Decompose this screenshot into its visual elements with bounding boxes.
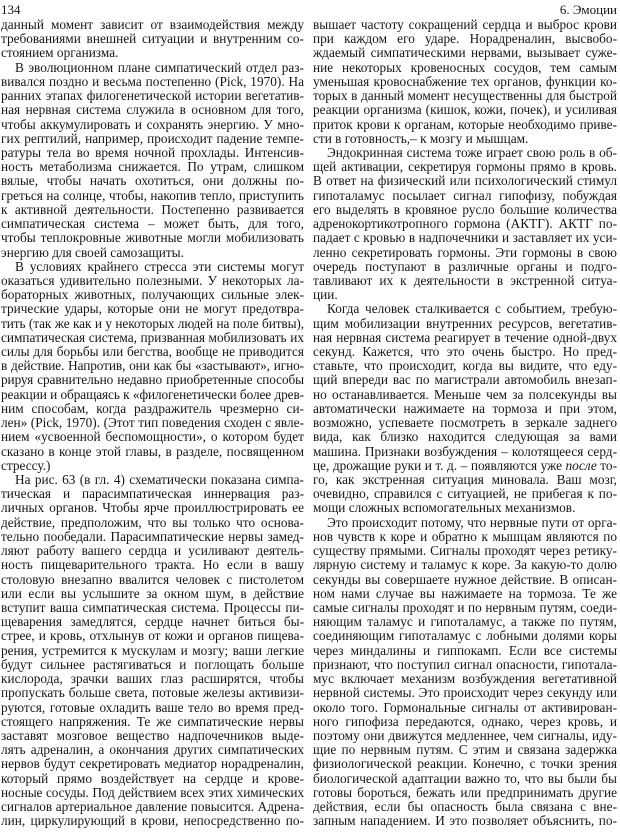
text-line: го, как экстренная ситуация миновала. Ваш мозг, [313,473,617,487]
text-line: гипоталамус посылает сигнал гипофизу, побуждая [313,188,617,203]
text-line: но останавливается. Меньше чем за полсекунды вы [313,387,617,402]
text-line: машина. Признаки возбуждения – колотящееся серд- [313,444,617,459]
text-line: секунды вы совершаете нужное действие. В описан- [313,572,617,587]
text-line: энергию для своей самозащиты. [1,245,184,260]
text-line: уменьшая кровоснабжение тех органов, функции ко- [313,74,617,89]
text-line: ждаемый симпатическими нервами, вызывает суже- [313,46,617,61]
text-line: ставьте, что происходит, когда вы видите, что еду- [313,359,617,374]
text-line: трические удары, которые они не могут предотвра- [1,302,304,317]
text-line: ность пищеварительного тракта. Но если в вашу [1,558,304,573]
text-line: вступит ваша симпатическая система. Процессы пи- [1,600,304,615]
text-line: самые сигналы проходят и по нервным путям, соеди- [313,600,617,615]
paragraph [1,18,304,61]
text-line: сигналов артериальное давление повысится. Адрена- [1,800,304,815]
text-line: ная нервная система служила в основном для того, [1,103,304,118]
text-line: няющим таламус и гипоталамус, а также по путям, [313,615,617,630]
text-line: поэтому они движутся медленнее, чем сигналы, иду- [313,728,617,743]
text-segment: то- [596,458,617,473]
text-line: действие, предположим, что вы только что основа- [1,515,304,530]
text-line: реакции организма (кишок, кожи, почек), и усиливая [313,103,617,118]
text-line: действия, если бы опасность была связана с вне- [313,800,617,815]
text-line: стоящего напряжения. Те же симпатические нервы [1,714,304,729]
text-line: пропускать больше света, потовые железы активизи- [1,686,304,701]
text-line: рения, устремится к мускулам и мозгу; ваши легкие [1,643,304,658]
text-line: адренокортикотропного гормона (АКТГ). АКТГ по- [313,217,617,232]
text-line: ленно секретировать гормоны. Эти гормоны в свою [313,245,617,260]
paragraph [1,260,304,473]
text-line: стрее, и кровь, отхлынув от кожи и органов пищева- [1,629,304,644]
text-line: вышает частоту сокращений сердца и выброс крови [313,18,617,32]
text-line: чтобы теплокровные животные могли мобилизовать [1,231,304,246]
text-line: заставят мозговое вещество надпочечников выде- [1,728,304,743]
text-line: в действие. Напротив, они как бы «застывают», игно- [1,359,304,374]
text-line: через миндалины и гиппокамп. Если все системы [313,643,617,658]
text-line: ного гипофиза передаются, однако, через кровь, и [313,714,617,729]
text-line: щим мобилизации внутренних ресурсов, вегетатив- [313,316,617,331]
text-line: сказано в конце этой главы, в разделе, посвященном [1,444,304,459]
text-line: тическая и парасимпатическая иннервация раз- [1,487,304,502]
text-line: нием «усвоенной беспомощности», о котором будет [1,430,304,445]
text-line: данный момент зависит от взаимодействия между [1,18,304,32]
text-line: Когда человек сталкивается с событием, требую- [327,302,617,317]
text-line: секунд. Кажется, что это очень быстро. Но пред- [313,345,617,360]
text-line: сти в готовность,– к мозгу и мышцам. [313,131,529,146]
text-line: нервов будут секретировать медиатор норадреналин, [1,757,304,772]
text-line: греться на солнце, чтобы, накопив тепло, приступить [1,188,304,203]
text-line: гих рептилий, например, происходит падение темпе- [1,131,304,146]
text-line: рируя сравнительно недавно приобретенные способы [1,373,304,388]
text-line: вида, как близко находится следующая за вами [313,430,617,445]
text-line: очередь поступают в различные органы и подго- [313,259,617,274]
text-line: Эндокринная система тоже играет свою роль в об- [327,145,617,160]
text-line: Это происходит потому, что нервные пути от орга- [327,515,617,530]
text-line: ратуры тела во время ночной прохлады. Интенсив- [1,145,304,160]
text-line: стрессу.) [1,458,51,473]
text-line: требованиями внешней ситуации и внутренним со- [1,32,304,47]
text-line: щие по нервным путям. С этим и связана задержка [313,743,617,758]
text-line: мощи сложных вспомогательных механизмов. [313,501,576,516]
text-column-right [313,18,617,828]
text-line: лярную систему и таламус к коре. За какую-то долю [313,558,617,573]
text-line: ная нервная система реагирует в течение одной-двух [313,330,617,345]
paragraph [313,146,617,302]
text-line: кислорода, зрачки ваших глаз расширятся, чтобы [1,672,304,687]
text-line: лин, циркулирующий в крови, непосредственно по- [1,814,304,829]
text-line: оказаться удивительно полезными. У некоторых ла- [1,273,304,288]
text-line: физиологической реакции. Конечно, с точки зрения [313,757,617,772]
text-line: симпатическая система, призванная мобилизовать их [1,330,304,345]
text-line: В ответ на физический или психологический стимул [313,174,617,189]
text-line: который прямо воздействует на сердце и крове- [1,771,304,786]
text-line: лен» (Pick, 1970). (Этот тип поведения сходен с явле- [1,416,304,431]
text-line: ляют работу вашего сердца и усиливают деятель- [1,544,304,559]
text-line: очевидно, справился с ситуацией, не прибегая к по- [313,487,617,502]
text-line: признают, что поступил сигнал опасности, гипотала- [313,657,617,672]
text-line: руются, готовые охладить ваше тело во время пред- [1,700,304,715]
text-line: запным нападением. И это позволяет объяснить, по- [313,814,617,829]
text-line: ним способам, когда раздражитель чрезмерно си- [1,401,304,416]
text-line: ции. [313,288,338,303]
text-line: щеварения замедлятся, сердце начнет биться бы- [1,615,304,630]
text-line: существу прямыми. Сигналы проходят через ретику- [313,544,617,559]
text-line: реакции и обращаясь к «филогенетически более древ- [1,387,304,402]
text-line: нервной системы. Это происходит через секунду или [313,686,617,701]
text-line: торых в данный момент несущественны для быстрой [313,89,617,104]
text-line: тить (так же как и у некоторых людей на поле битвы), [1,316,304,331]
text-line: падает с кровью в надпочечники и заставляет их уси- [313,231,617,246]
text-line: личных органов. Чтобы ярче проиллюстрировать ее [1,501,304,516]
text-line: щий впереди вас по магистрали автомобиль внезап- [313,373,617,388]
text-line: соединяющим гипоталамус с лобными долями коры [313,629,617,644]
paragraph [313,302,617,515]
text-line: вивался поздно и весьма постепенно (Pick, 1970). На [1,74,304,89]
italic-word: после [565,458,597,473]
text-line: около того. Гормональные сигналы от активирован- [313,700,617,715]
text-line: столовую внезапно ввалится человек с пистолетом [1,572,304,587]
text-line: или если вы услышите за окном шум, в действие [1,586,304,601]
text-line: чтобы аккумулировать и сохранять энергию. У мно- [1,117,304,132]
text-line: В условиях крайнего стресса эти системы могут [15,259,304,274]
text-line: возможно, успеваете посмотреть в зеркале заднего [313,416,617,431]
text-line: силы для борьбы или бегства, вообще не приводится [1,345,304,360]
text-line: нов чувств к коре и обратно к мышцам являются по [313,529,617,544]
text-line: к активной деятельности. Постепенно развивается [1,202,304,217]
text-line: тавливают их к деятельности в экстренной ситуа- [313,273,617,288]
paragraph [1,61,304,260]
text-line: приток крови к органам, которые необходимо приве- [313,117,617,132]
text-column-left [1,18,304,828]
text-line: вялые, чтобы начать охотиться, они должны по- [1,174,304,189]
text-line: носные сосуды. Под действием всех этих химических [1,785,304,800]
text-line: лять адреналин, а окончания других симпатических [1,743,304,758]
text-line: тельно пообедали. Парасимпатические нервы замед- [1,529,304,544]
text-line: симпатическая система – может быть, для того, [1,217,304,232]
text-line: мус включает механизм возбуждения вегетативной [313,672,617,687]
text-line: при каждом его ударе. Норадреналин, высвобо- [313,32,617,47]
text-line: ние некоторых кровеносных сосудов, тем самым [313,60,617,75]
paragraph [1,473,304,828]
text-line: биологической адаптации важно то, что вы были бы [313,771,617,786]
text-line: ность метаболизма снижается. По утрам, слишком [1,160,304,175]
text-line: его выделять в кровяное русло большие количества [313,202,617,217]
text-line: На рис. 63 (в гл. 4) схематически показана симпа- [15,473,304,487]
page-number: 134 [1,2,21,17]
text-line [313,459,617,473]
text-line: будут сильнее растягиваться и поглощать больше [1,657,304,672]
text-line: бораторных животных, получающих сильные элек- [1,288,304,303]
text-line: стоянием организма. [1,46,119,61]
text-line: ранних этапах филогенетической истории вегетатив- [1,89,304,104]
paragraph [313,18,617,146]
text-line: автоматически нажимаете на тормоза и при этом, [313,401,617,416]
text-line: щей активации, секретируя гормоны прямо в кровь. [313,160,617,175]
paragraph [313,516,617,829]
text-line: ном нами случае вы нажимаете на тормоза. Те же [313,586,617,601]
text-line: готовы бороться, бежать или предпринимать другие [313,785,617,800]
text-segment: це, дрожащие руки и т. д. – появляются уже [313,458,566,473]
text-line: В эволюционном плане симпатический отдел раз- [15,60,304,75]
chapter-title: 6. Эмоции [559,2,617,17]
